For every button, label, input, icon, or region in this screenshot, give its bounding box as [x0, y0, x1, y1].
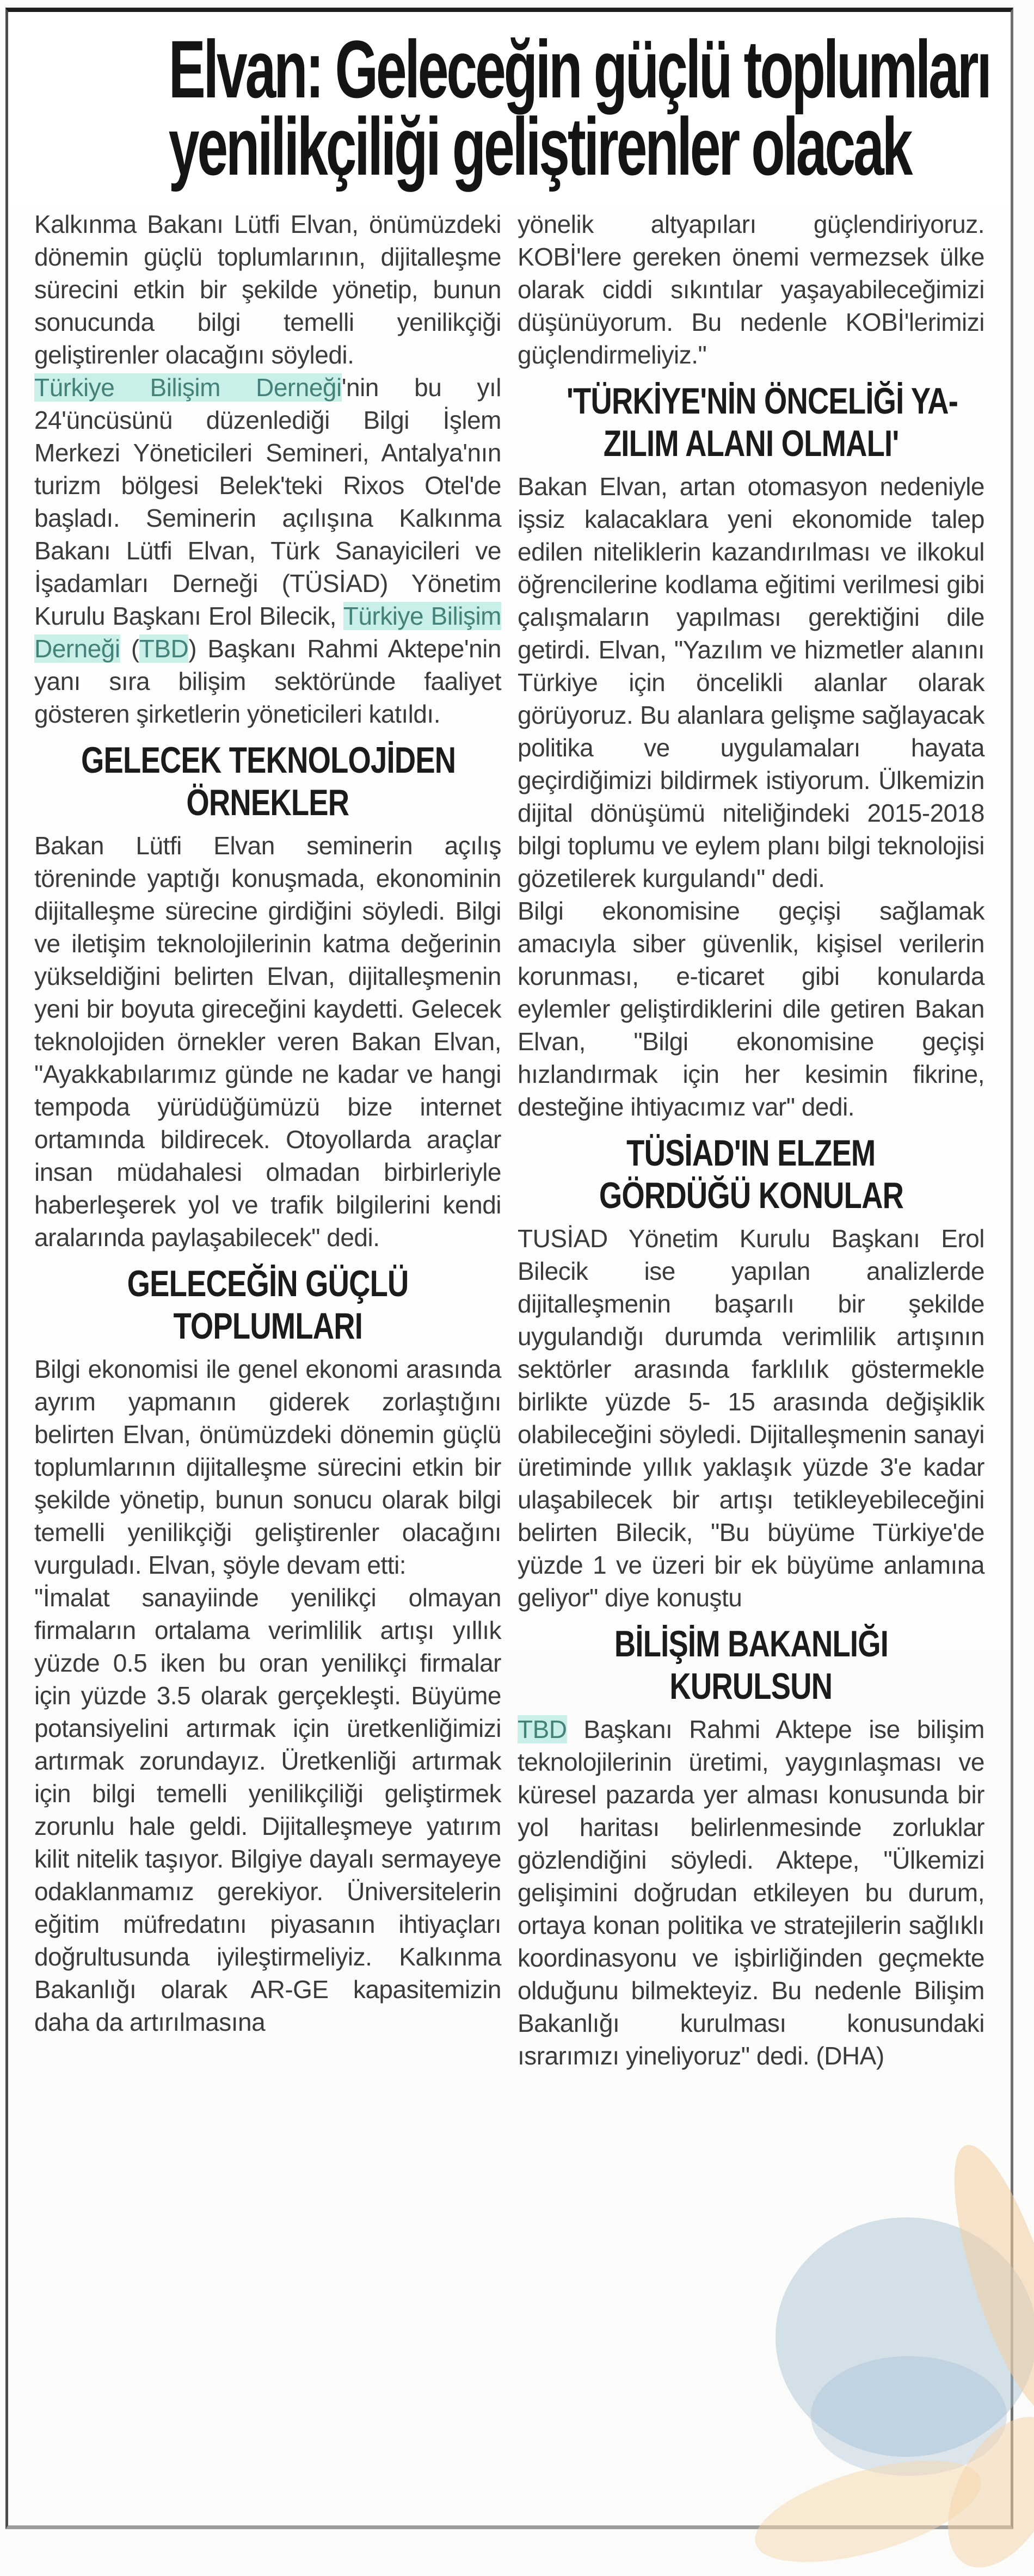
- section-heading: [518, 1623, 984, 1708]
- section-heading-line: GÖRDÜĞÜ KONULAR: [599, 1175, 903, 1216]
- body-text: Başkanı Rahmi Aktepe ise bilişim teknolojilerinin üretimi, yaygınlaşması ve küresel pazarda yer alması konusunda bir yol haritası belirlenmesinde zorluklar gözlendiğini söyledi. Aktepe, "Ülkemizi gelişimini doğrudan etkileyen bu durum, ortaya konan politika ve stratejilerin sağlıklı koordinasyonu ve işbirliğinden geçmekte olduğunu bilmekteyiz. Bu nedenle Bilişim Bakanlığı kurulması konusundaki ısrarımızı yineliyoruz" dedi. (DHA): [518, 1715, 984, 2070]
- article-content: [8, 23, 1011, 2072]
- body-text: Bakan Elvan, artan otomasyon nedeniyle işsiz kalacaklara yeni ekonomide talep edilen niteliklerin kazandırılması ve ilkokul öğrencilerine kodlama eğitimi verilmesi gibi çalışmaların yapılması gerektiğini dile getirdi. Elvan, "Yazılım ve hizmetler alanını Türkiye için öncelikli alanlar olarak görüyoruz. Bu alanlara gelişme sağlayacak politika ve uygulamaları hayata geçirdiğimizi bildirmek istiyorum. Ülkemizin dijital dönüşümü niteliğindeki 2015-2018 bilgi toplumu ve eylem planı bilgi teknolojisi gözetilerek kurgulandı" dedi.: [518, 472, 984, 892]
- paragraph: [518, 895, 984, 1123]
- body-text: yönelik altyapıları güçlendiriyoruz. KOBİ'lere gereken önemi vermezsek ülke olarak ciddi sıkıntılar yaşayabileceğimizi düşünüyorum. Bu nedenle KOBİ'lerimizi güçlendirmeliyiz.": [518, 210, 984, 369]
- body-text: 'nin bu yıl 24'üncüsünü düzenlediği Bilgi İşlem Merkezi Yöneticileri Semineri, Antalya'nın turizm bölgesi Belek'teki Rixos Otel'de başladı. Seminerin açılışına Kalkınma Bakanı Lütfi Elvan, Türk Sanayicileri ve İşadamları Derneği (TÜSİAD) Yönetim Kurulu Başkanı Erol Bilecik,: [34, 373, 501, 630]
- paragraph: [34, 1581, 501, 2038]
- body-text: "İmalat sanayiinde yenilikçi olmayan firmaların ortalama verimlilik artışı yıllık yüzde 0.5 iken bu oran yenilikçi firmalar için yüzde 3.5 olarak gerçekleşti. Büyüme potansiyelini artırmak için üretkenliğimizi artırmak zorundayız. Üretkenliği artırmak için bilgi temelli yenilikçiliği geliştirmek zorunlu hale geldi. Dijitalleşmeye yatırım kilit nitelik taşıyor. Bilgiye dayalı sermayeye odaklanmamız gerekiyor. Üniversitelerin eğitim müfredatını piyasanın ihtiyaçları doğrultusunda iyileştirmeliyiz. Kalkınma Bakanlığı olarak AR-GE kapasitemizin daha da artırılmasına: [34, 1583, 501, 2036]
- section-heading-line: ÖRNEKLER: [186, 782, 349, 823]
- body-text: Bilgi ekonomisi ile genel ekonomi arasında ayrım yapmanın giderek zorlaştığını belirten Elvan, önümüzdeki dönemin güçlü toplumlarının dijitalleşme sürecini etkin bir şekilde yönetip, bunun sonucu olarak bilgi temelli yenilikçiği geliştirenler olacağını vurguladı. Elvan, şöyle devam etti:: [34, 1355, 501, 1579]
- left-column: [34, 208, 501, 2072]
- right-column: [518, 208, 984, 2072]
- highlighted-text: TBD: [518, 1715, 567, 1743]
- paragraph: [34, 208, 501, 371]
- section-heading: [34, 1262, 501, 1347]
- section-heading: [518, 1132, 984, 1217]
- paragraph: [34, 829, 501, 1254]
- paragraph: [518, 1713, 984, 2072]
- section-heading: [34, 739, 501, 824]
- section-heading-line: ZILIM ALANI OLMALI': [603, 423, 899, 464]
- section-heading-line: KURULSUN: [669, 1666, 833, 1707]
- paragraph: [34, 371, 501, 730]
- highlighted-text: Türkiye Bilişim Derneği: [34, 602, 501, 663]
- headline-line-2: yenilikçiliği geliştirenler olacak: [168, 101, 911, 192]
- article-headline: [8, 23, 1011, 192]
- section-heading-line: TOPLUMLARI: [173, 1305, 362, 1347]
- highlighted-text: Türkiye Bilişim Derneği: [34, 373, 342, 402]
- body-text: TUSİAD Yönetim Kurulu Başkanı Erol Bilecik ise yapılan analizlerde dijitalleşmenin başarılı bir şekilde uygulandığı durumda verimlilik artışının sektörler arasında farklılık göstermekle birlikte yüzde 5- 15 arasında değişiklik olabileceğini söyledi. Dijitalleşmenin sanayi üretiminde yıllık yaklaşık yüzde 3'e kadar ulaşabilecek bir artışı tetikleyebileceğini belirten Bilecik, "Bu büyüme Türkiye'de yüzde 1 ve üzeri bir ek büyüme anlamına geliyor" diye konuştu: [518, 1224, 984, 1612]
- body-text: ) Başkanı Rahmi Aktepe'nin yanı sıra bilişim sektöründe faaliyet gösteren şirketlerin yöneticileri katıldı.: [34, 634, 501, 728]
- article-border-frame: [5, 8, 1013, 2529]
- body-text: Bilgi ekonomisine geçişi sağlamak amacıyla siber güvenlik, kişisel verilerin korunması, e-ticaret gibi konularda eylemler geliştirdiklerini dile getiren Bakan Elvan, "Bilgi ekonomisine geçişi hızlandırmak için her kesimin fikrine, desteğine ihtiyacımız var" dedi.: [518, 897, 984, 1121]
- article-columns: [8, 208, 1011, 2072]
- body-text: (: [120, 634, 139, 663]
- section-heading-line: TÜSİAD'IN ELZEM: [626, 1132, 876, 1174]
- headline-line-1: Elvan: Geleceğin güçlü toplumları: [168, 23, 990, 115]
- paragraph: [518, 470, 984, 895]
- body-text: Kalkınma Bakanı Lütfi Elvan, önümüzdeki dönemin güçlü toplumlarının, dijitalleşme sürecini etkin bir şekilde yönetip, bunun sonucunda bilgi temelli yenilikçiği geliştirenler olacağını söyledi.: [34, 210, 501, 369]
- section-heading-line: 'TÜRKİYE'NİN ÖNCELİĞİ YA-: [566, 380, 958, 422]
- paragraph: [34, 1353, 501, 1581]
- highlighted-text: TBD: [139, 634, 189, 663]
- section-heading: [518, 380, 984, 465]
- paragraph: [518, 208, 984, 371]
- body-text: Bakan Lütfi Elvan seminerin açılış töreninde yaptığı konuşmada, ekonominin dijitalleşme sürecine girdiğini söyledi. Bilgi ve iletişim teknolojilerinin katma değerinin yükseldiğini belirten Elvan, dijitalleşmenin yeni bir boyuta gireceğini kaydetti. Gelecek teknolojiden örnekler veren Bakan Elvan, "Ayakkabılarımız günde ne kadar ve hangi tempoda yürüdüğümüzü bize internet ortamında bildirecek. Otoyollarda araçlar insan müdahalesi olmadan birbirleriyle haberleşerek yol ve trafik bilgilerini kendi aralarında paylaşabilecek" dedi.: [34, 831, 501, 1252]
- paragraph: [518, 1222, 984, 1614]
- section-heading-line: GELECEK TEKNOLOJİDEN: [81, 739, 456, 781]
- section-heading-line: BİLİŞİM BAKANLIĞI: [614, 1623, 888, 1665]
- section-heading-line: GELECEĞİN GÜÇLÜ: [127, 1263, 409, 1304]
